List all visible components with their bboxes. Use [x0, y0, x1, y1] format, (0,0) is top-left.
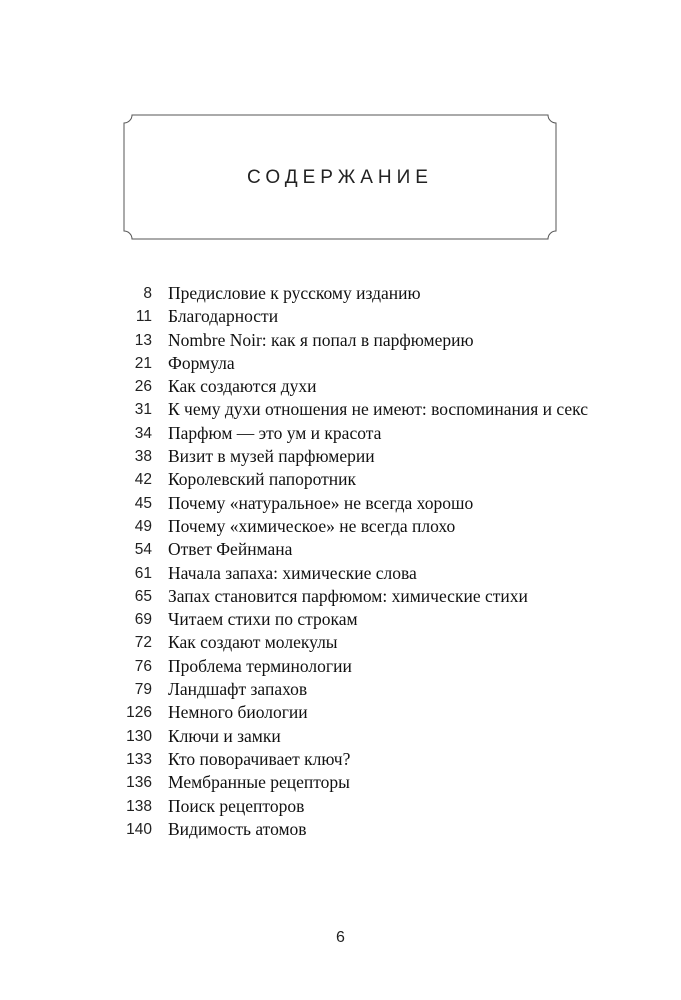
toc-entry [0, 492, 681, 515]
toc-page-number: 13 [134, 331, 152, 349]
toc-entry-title: Визит в музей парфюмерии [168, 446, 375, 467]
toc-entry [0, 562, 681, 585]
toc-entry [0, 352, 681, 375]
toc-entry-title: Ответ Фейнмана [168, 539, 293, 560]
toc-entry [0, 585, 681, 608]
toc-entry [0, 329, 681, 352]
toc-entry-title: Мембранные рецепторы [168, 772, 350, 793]
toc-entry-title: Кто поворачивает ключ? [168, 748, 351, 769]
toc-page-number: 130 [126, 727, 152, 745]
toc-page-number: 140 [126, 820, 152, 838]
toc-entry [0, 398, 681, 421]
toc-entry [0, 818, 681, 841]
toc-entry [0, 305, 681, 328]
toc-entry-title: Королевский папоротник [168, 469, 357, 490]
toc-entry [0, 608, 681, 631]
toc-page-number: 11 [135, 308, 152, 326]
toc-page-number: 79 [134, 681, 152, 699]
toc-entry-title: Ключи и замки [168, 725, 281, 746]
toc-entry-title: Запах становится парфюмом: химические стихи [168, 585, 528, 606]
toc-entry [0, 725, 681, 748]
toc-page-number: 34 [134, 424, 152, 442]
toc-entry [0, 631, 681, 654]
toc-entry-title: Nombre Noir: как я попал в парфюмерию [168, 329, 474, 350]
toc-page-number: 54 [134, 541, 152, 559]
toc-entry-title: Почему «натуральное» не всегда хорошо [168, 492, 474, 513]
toc-page-number: 69 [134, 611, 152, 629]
toc-entry-title: Немного биологии [168, 702, 308, 723]
toc-entry [0, 538, 681, 561]
toc-entry [0, 375, 681, 398]
toc-page-number: 61 [134, 564, 152, 582]
toc-entry [0, 748, 681, 771]
toc-entry [0, 445, 681, 468]
toc-entry-title: К чему духи отношения не имеют: воспоминания и секс [168, 399, 589, 420]
toc-entry [0, 282, 681, 305]
toc-page-number: 31 [134, 401, 152, 419]
toc-page-number: 76 [134, 657, 152, 675]
toc-page-number: 136 [126, 774, 152, 792]
toc-entry-title: Почему «химическое» не всегда плохо [168, 515, 456, 536]
toc-entry-title: Поиск рецепторов [168, 795, 305, 816]
toc-page-number: 126 [126, 704, 152, 722]
toc-entry [0, 422, 681, 445]
page-title: СОДЕРЖАНИЕ [247, 167, 433, 188]
toc-entry [0, 771, 681, 794]
toc-page-number: 133 [126, 750, 152, 768]
toc-page-number: 42 [134, 471, 152, 489]
toc-entry [0, 515, 681, 538]
page-number: 6 [336, 929, 345, 946]
toc-entry-title: Ландшафт запахов [168, 679, 308, 700]
toc-entry-title: Проблема терминологии [168, 655, 352, 676]
toc-page-number: 38 [134, 448, 152, 466]
toc-entry-title: Парфюм — это ум и красота [168, 422, 382, 443]
toc-entry [0, 795, 681, 818]
toc-page-number: 49 [134, 517, 152, 535]
toc-entry-title: Начала запаха: химические слова [168, 562, 417, 583]
toc-page-number: 21 [134, 354, 152, 372]
title-frame [122, 113, 558, 241]
toc-page-number: 138 [126, 797, 152, 815]
toc-page-number: 45 [134, 494, 152, 512]
table-of-contents [0, 282, 681, 841]
toc-entry [0, 468, 681, 491]
toc-page-number: 26 [134, 378, 152, 396]
toc-entry-title: Формула [168, 352, 235, 373]
toc-entry-title: Видимость атомов [168, 818, 307, 839]
toc-page-number: 65 [134, 587, 152, 605]
toc-page-number: 72 [134, 634, 152, 652]
toc-entry-title: Как создаются духи [168, 376, 317, 397]
toc-entry [0, 678, 681, 701]
toc-entry [0, 701, 681, 724]
toc-entry-title: Читаем стихи по строкам [168, 609, 358, 630]
toc-entry [0, 655, 681, 678]
toc-entry-title: Благодарности [168, 306, 279, 327]
toc-entry-title: Предисловие к русскому изданию [168, 283, 421, 303]
toc-entry-title: Как создают молекулы [168, 632, 338, 653]
toc-page-number: 8 [143, 285, 152, 302]
